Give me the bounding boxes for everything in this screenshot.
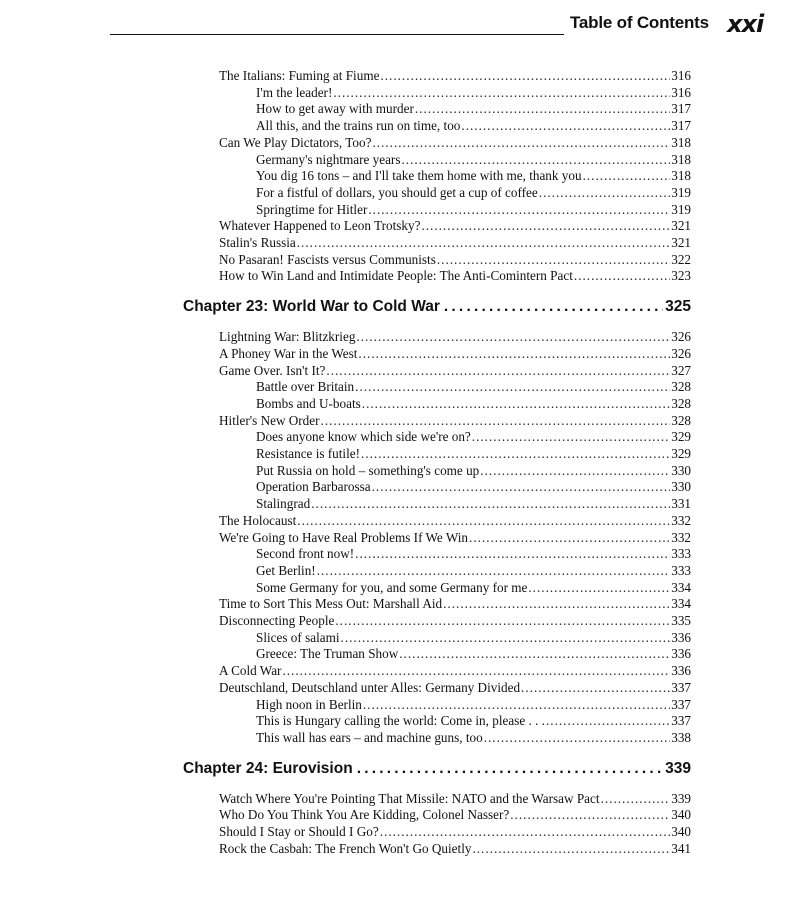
- dot-leader: [437, 252, 670, 268]
- toc-page-number: 330: [671, 479, 691, 495]
- dot-leader: [326, 363, 670, 379]
- dot-leader: [357, 759, 663, 779]
- dot-leader: [461, 118, 670, 134]
- dot-leader: [421, 218, 670, 234]
- toc-entry-title: I'm the leader!: [256, 84, 333, 100]
- toc-entry-title: Lightning War: Blitzkrieg: [219, 329, 356, 345]
- toc-entry-title: A Phoney War in the West: [219, 345, 358, 361]
- header-rule: [110, 34, 564, 35]
- toc-page-number: 339: [671, 790, 691, 806]
- dot-leader: [380, 824, 671, 840]
- toc-section-entry[interactable]: [219, 413, 691, 430]
- toc-subsection-entry[interactable]: [256, 479, 691, 496]
- dot-leader: [380, 68, 670, 84]
- toc-page-number: 336: [671, 646, 691, 662]
- toc-entry-title: Disconnecting People: [219, 613, 335, 628]
- dot-leader: [355, 379, 670, 395]
- toc-entry-title: Rock the Casbah: The French Won't Go Quietly: [219, 840, 472, 856]
- toc-page-number: 338: [671, 729, 691, 745]
- toc-page-number: 319: [671, 201, 691, 217]
- toc-entry-title: Watch Where You're Pointing That Missile: NATO and the Warsaw Pact: [219, 790, 600, 806]
- toc-entry-title: Stalingrad: [256, 496, 311, 512]
- toc-section-entry[interactable]: [219, 346, 691, 363]
- toc-section-entry[interactable]: [219, 363, 691, 380]
- toc-entry-title: Whatever Happened to Leon Trotsky?: [219, 218, 421, 234]
- toc-subsection-entry[interactable]: [256, 713, 691, 730]
- toc-page-number: 341: [671, 840, 691, 856]
- toc-page-number: 317: [671, 101, 691, 117]
- toc-section-entry[interactable]: [219, 680, 691, 697]
- toc-subsection-entry[interactable]: [256, 118, 691, 135]
- toc-subsection-entry[interactable]: [256, 396, 691, 413]
- dot-leader: [472, 841, 670, 857]
- toc-page-number: 328: [671, 379, 691, 395]
- toc-page-number: 336: [671, 629, 691, 645]
- toc-chapter-heading[interactable]: [183, 759, 691, 781]
- toc-page-number: 325: [665, 298, 691, 316]
- toc-entry-title: All this, and the trains run on time, too: [256, 118, 461, 134]
- toc-entry-title: The Holocaust: [219, 512, 297, 528]
- dot-leader: [311, 496, 670, 512]
- toc-section-entry[interactable]: [219, 513, 691, 530]
- toc-entry-title: Greece: The Truman Show: [256, 646, 399, 662]
- toc-subsection-entry[interactable]: [256, 646, 691, 663]
- toc-page-number: 332: [671, 529, 691, 545]
- toc-page-number: 335: [671, 613, 691, 628]
- dot-leader: [401, 152, 670, 168]
- dot-leader: [297, 513, 670, 529]
- toc-section-entry[interactable]: [219, 791, 691, 808]
- toc-subsection-entry[interactable]: [256, 630, 691, 647]
- toc-page-number: 333: [671, 562, 691, 578]
- toc-entry-title: No Pasaran! Fascists versus Communists: [219, 251, 436, 267]
- toc-page-number: 334: [671, 579, 691, 595]
- toc-entry-title: Should I Stay or Should I Go?: [219, 824, 379, 839]
- toc-subsection-entry[interactable]: [256, 730, 691, 747]
- toc-page-number: 330: [671, 462, 691, 478]
- dot-leader: [333, 85, 670, 101]
- toc-entry-title: You dig 16 tons – and I'll take them home with me, thank you: [256, 168, 582, 184]
- toc-page-number: 318: [671, 134, 691, 150]
- toc-subsection-entry[interactable]: [256, 185, 691, 202]
- toc-subsection-entry[interactable]: [256, 168, 691, 185]
- toc-subsection-entry[interactable]: [256, 101, 691, 118]
- toc-entry-title: How to get away with murder: [256, 101, 414, 117]
- toc-entry-title: Operation Barbarossa: [256, 479, 371, 495]
- toc-entry-title: Germany's nightmare years: [256, 151, 401, 167]
- toc-entry-title: Slices of salami: [256, 629, 340, 645]
- toc-page-number: 332: [671, 512, 691, 528]
- dot-leader: [362, 396, 670, 412]
- toc-page-number: 336: [671, 663, 691, 679]
- toc-page-number: 327: [671, 362, 691, 378]
- toc-section-entry[interactable]: [219, 135, 691, 152]
- toc-section-entry[interactable]: [219, 841, 691, 858]
- dot-leader: [444, 297, 663, 317]
- dot-leader: [335, 613, 670, 629]
- toc-subsection-entry[interactable]: [256, 429, 691, 446]
- toc-subsection-entry[interactable]: [256, 85, 691, 102]
- toc-page-number: 331: [671, 496, 691, 512]
- toc-section-entry[interactable]: [219, 268, 691, 285]
- dot-leader: [341, 630, 671, 646]
- toc-entry-title: High noon in Berlin: [256, 696, 362, 712]
- dot-leader: [282, 663, 670, 679]
- dot-leader: [363, 697, 670, 713]
- toc-page-number: 326: [671, 329, 691, 345]
- dot-leader: [355, 546, 670, 562]
- toc-page-number: 334: [671, 596, 691, 612]
- toc-entry-title: Does anyone know which side we're on?: [256, 429, 471, 445]
- toc-page-number: 322: [671, 251, 691, 267]
- page-number: xxi: [727, 10, 764, 38]
- toc-section-entry[interactable]: [219, 613, 691, 630]
- dot-leader: [528, 580, 670, 596]
- toc-page-number: 340: [671, 824, 691, 839]
- toc-page-number: 329: [671, 429, 691, 445]
- dot-leader: [601, 791, 671, 807]
- toc-section-entry[interactable]: [219, 596, 691, 613]
- toc-section-entry[interactable]: [219, 824, 691, 841]
- toc-subsection-entry[interactable]: [256, 563, 691, 580]
- toc-page-number: 316: [671, 84, 691, 100]
- toc-subsection-entry[interactable]: [256, 546, 691, 563]
- toc-entry-title: Who Do You Think You Are Kidding, Colonel Nasser?: [219, 807, 510, 823]
- toc-page-number: 337: [671, 679, 691, 695]
- toc-section-entry[interactable]: [219, 235, 691, 252]
- toc-subsection-entry[interactable]: [256, 446, 691, 463]
- dot-leader: [372, 479, 671, 495]
- toc-entry-title: Chapter 23: World War to Cold War: [183, 298, 440, 316]
- dot-leader: [356, 329, 670, 345]
- toc-entry-title: Bombs and U-boats: [256, 395, 361, 411]
- toc-entry-title: Chapter 24: Eurovision: [183, 759, 353, 777]
- dot-leader: [399, 646, 670, 662]
- dot-leader: [574, 268, 670, 284]
- dot-leader: [469, 530, 670, 546]
- toc-page-number: 316: [671, 68, 691, 83]
- toc-entry-title: Springtime for Hitler: [256, 201, 368, 217]
- dot-leader: [321, 413, 671, 429]
- toc-page-number: 340: [671, 807, 691, 823]
- toc-page-number: 337: [671, 696, 691, 712]
- dot-leader: [510, 807, 670, 823]
- dot-leader: [546, 713, 670, 729]
- dot-leader: [539, 185, 670, 201]
- dot-leader: [317, 563, 671, 579]
- toc-page-number: 317: [671, 118, 691, 134]
- toc-entry-title: A Cold War: [219, 663, 282, 679]
- dot-leader: [583, 168, 671, 184]
- toc-entry-title: Stalin's Russia: [219, 235, 296, 250]
- toc-subsection-entry[interactable]: [256, 463, 691, 480]
- dot-leader: [480, 463, 670, 479]
- dot-leader: [472, 429, 670, 445]
- toc-page-number: 321: [671, 235, 691, 250]
- toc-page-number: 323: [671, 268, 691, 284]
- toc-subsection-entry[interactable]: [256, 152, 691, 169]
- toc-subsection-entry[interactable]: [256, 580, 691, 597]
- dot-leader: [443, 596, 670, 612]
- dot-leader: [484, 730, 671, 746]
- toc-entry-title: Put Russia on hold – something's come up: [256, 462, 480, 478]
- toc-entry-title: The Italians: Fuming at Fiume: [219, 68, 380, 83]
- toc-page-number: 318: [671, 151, 691, 167]
- dot-leader: [372, 135, 670, 151]
- toc-entry-title: Time to Sort This Mess Out: Marshall Aid: [219, 596, 443, 612]
- toc-page-number: 337: [671, 713, 691, 729]
- toc-page-number: 328: [671, 412, 691, 428]
- dot-leader: [297, 235, 670, 251]
- toc-subsection-entry[interactable]: [256, 379, 691, 396]
- toc-subsection-entry[interactable]: [256, 697, 691, 714]
- toc-section-entry[interactable]: [219, 68, 691, 85]
- toc-subsection-entry[interactable]: [256, 496, 691, 513]
- toc-entry-title: This wall has ears – and machine guns, too: [256, 729, 483, 745]
- dot-leader: [368, 202, 670, 218]
- toc-entry-title: How to Win Land and Intimidate People: The Anti-Comintern Pact: [219, 268, 573, 284]
- dot-leader: [358, 346, 670, 362]
- toc-entry-title: Hitler's New Order: [219, 412, 320, 428]
- toc-section-entry[interactable]: [219, 329, 691, 346]
- toc-page-number: 328: [671, 395, 691, 411]
- toc-entry-title: Battle over Britain: [256, 379, 355, 395]
- toc-section-entry[interactable]: [219, 252, 691, 269]
- toc-page-number: 318: [671, 168, 691, 184]
- toc-page-number: 329: [671, 446, 691, 461]
- toc-entry-title: We're Going to Have Real Problems If We Win: [219, 529, 469, 545]
- toc-entry-title: Second front now!: [256, 546, 355, 562]
- toc-entry-title: Some Germany for you, and some Germany for me: [256, 579, 528, 595]
- toc-chapter-heading[interactable]: [183, 297, 691, 319]
- toc-section-entry[interactable]: [219, 663, 691, 680]
- toc-section-entry[interactable]: [219, 218, 691, 235]
- dot-leader: [415, 101, 670, 117]
- toc-entry-title: Resistance is futile!: [256, 446, 361, 461]
- toc-section-entry[interactable]: [219, 530, 691, 547]
- running-head-title: Table of Contents: [570, 13, 709, 32]
- toc-section-entry[interactable]: [219, 807, 691, 824]
- page-header: [110, 10, 770, 40]
- toc-entry-title: Game Over. Isn't It?: [219, 362, 326, 378]
- toc-entry-title: Get Berlin!: [256, 562, 316, 578]
- toc-page-number: 319: [671, 184, 691, 200]
- toc-page-number: 321: [671, 218, 691, 234]
- dot-leader: [521, 680, 670, 696]
- dot-leader: [361, 446, 670, 462]
- toc-subsection-entry[interactable]: [256, 202, 691, 219]
- toc-page-number: 333: [671, 546, 691, 562]
- toc-entry-title: For a fistful of dollars, you should get a cup of coffee: [256, 184, 538, 200]
- toc-entry-title: Deutschland, Deutschland unter Alles: Germany Divided: [219, 679, 521, 695]
- toc-page-number: 339: [665, 759, 691, 777]
- toc-page-number: 326: [671, 345, 691, 361]
- toc-entry-title: Can We Play Dictators, Too?: [219, 134, 372, 150]
- toc-entry-title: This is Hungary calling the world: Come in, please . . .: [256, 713, 545, 729]
